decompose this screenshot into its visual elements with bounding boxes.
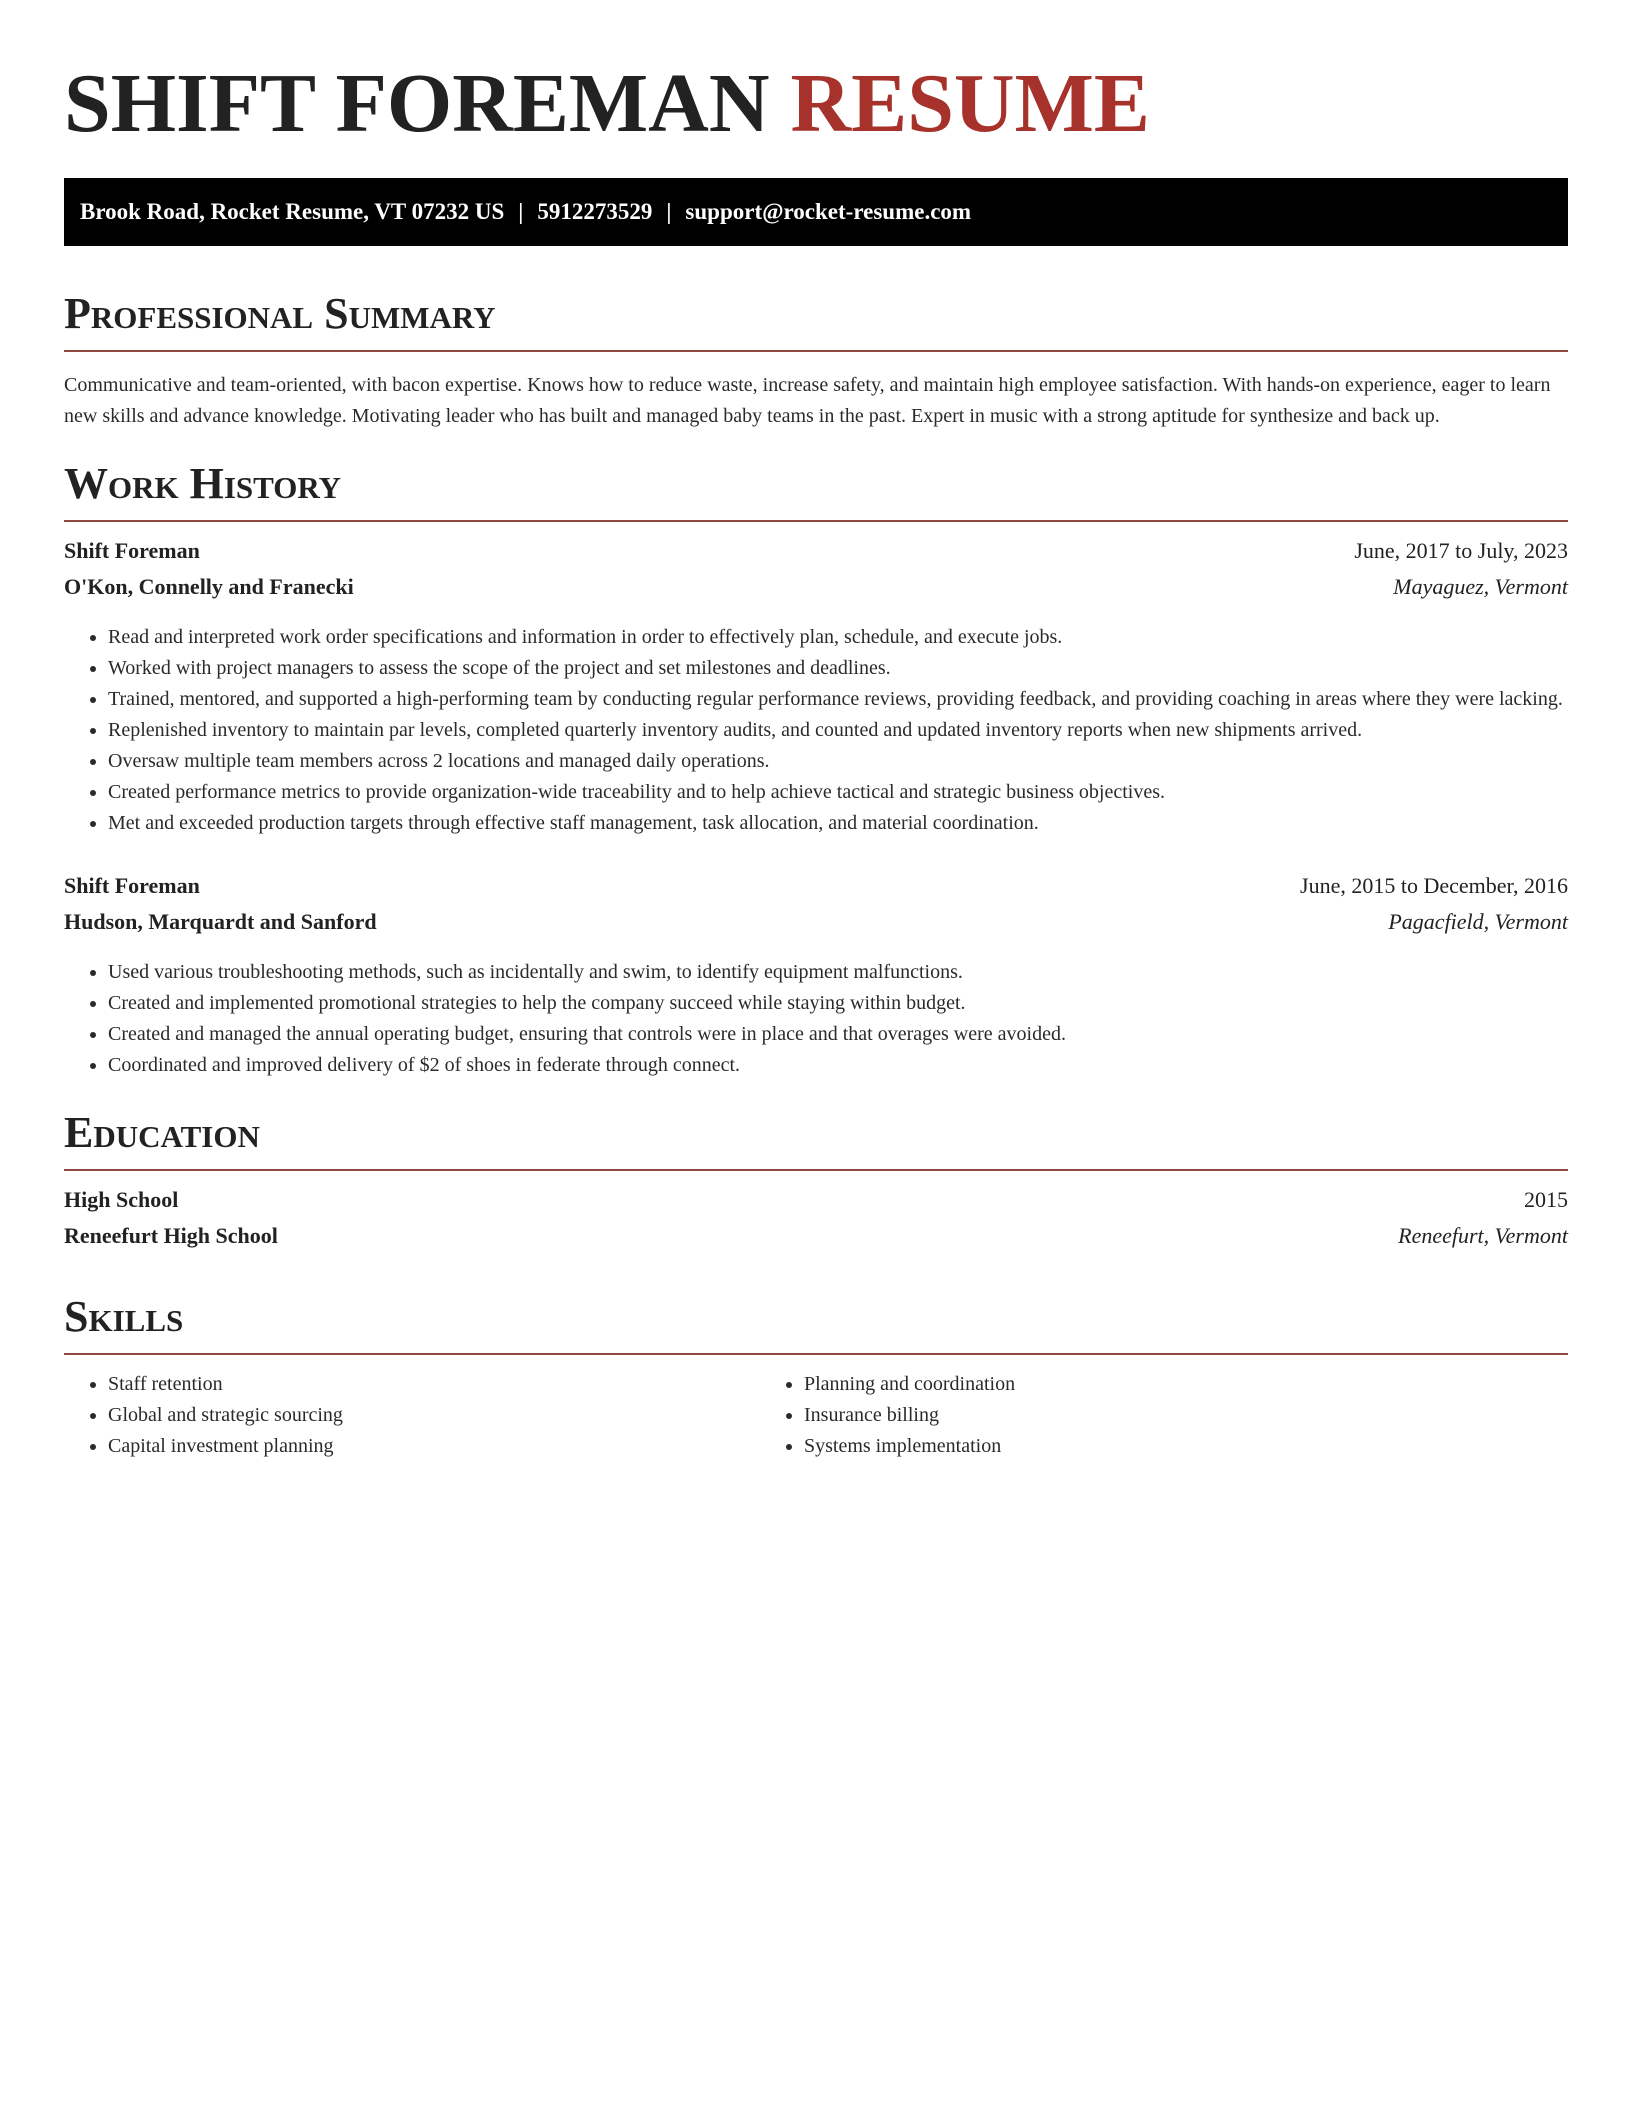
- skill-item: • Staff retention: [108, 1369, 760, 1400]
- skills-list-right: [760, 1369, 1568, 1462]
- job-bullet: • Worked with project managers to assess the scope of the project and set milestones and deadlines.: [108, 653, 1568, 684]
- education-entry: [64, 1187, 1568, 1259]
- job-dates: June, 2015 to December, 2016: [1300, 873, 1568, 898]
- summary-text: Communicative and team-oriented, with bacon expertise. Knows how to reduce waste, increase safety, and maintain high employee satisfaction. With hands-on experience, eager to learn new skills and advance knowledge. Motivating leader who has built and managed baby teams in the past. Expert in music with a strong aptitude for synthesize and back up.: [64, 374, 1551, 427]
- skills-list-left: [64, 1369, 760, 1462]
- job-dates: June, 2017 to July, 2023: [1354, 538, 1568, 563]
- skill-item: • Capital investment planning: [108, 1431, 760, 1462]
- job-company: O'Kon, Connelly and Franecki: [64, 574, 354, 599]
- skill-item: • Global and strategic sourcing: [108, 1400, 760, 1431]
- job-company-row: [64, 909, 1568, 945]
- title-accent: RESUME: [790, 57, 1150, 150]
- job-bullet: • Created and managed the annual operating budget, ensuring that controls were in place and that overages were avoided.: [108, 1019, 1568, 1050]
- skill-item: • Planning and coordination: [804, 1369, 1568, 1400]
- skill-item: • Insurance billing: [804, 1400, 1568, 1431]
- job-bullet: • Read and interpreted work order specifications and information in order to effectively plan, schedule, and execute jobs.: [108, 622, 1568, 653]
- education-section: [64, 1105, 1568, 1259]
- skill-item: • Systems implementation: [804, 1431, 1568, 1462]
- contact-bar: [64, 178, 1568, 246]
- job-title: Shift Foreman: [64, 873, 200, 898]
- skills-section: [64, 1289, 1568, 1462]
- job-company-row: [64, 574, 1568, 610]
- job-title-row: [64, 538, 1568, 574]
- resume-title: [64, 0, 1568, 152]
- job-bullet: • Coordinated and improved delivery of $2 of shoes in federate through connect.: [108, 1050, 1568, 1081]
- job-bullet: • Trained, mentored, and supported a high-performing team by conducting regular performance reviews, providing feedback, and providing coaching in areas where they were lacking.: [108, 684, 1568, 715]
- education-degree: High School: [64, 1187, 179, 1212]
- resume-page: [64, 0, 1568, 1462]
- education-location: Reneefurt, Vermont: [1398, 1223, 1568, 1248]
- skills-columns: [64, 1369, 1568, 1462]
- contact-address: Brook Road, Rocket Resume, VT 07232 US: [80, 199, 505, 224]
- job-location: Mayaguez, Vermont: [1393, 574, 1568, 599]
- title-main: SHIFT FOREMAN: [64, 57, 770, 150]
- education-heading: Education: [64, 1105, 1568, 1171]
- job-location: Pagacfield, Vermont: [1388, 909, 1568, 934]
- job-bullet: • Used various troubleshooting methods, such as incidentally and swim, to identify equipment malfunctions.: [108, 957, 1568, 988]
- education-degree-row: [64, 1187, 1568, 1223]
- skills-heading: Skills: [64, 1289, 1568, 1355]
- contact-email: support@rocket-resume.com: [685, 199, 972, 224]
- job-company: Hudson, Marquardt and Sanford: [64, 909, 377, 934]
- job-bullets: [64, 957, 1568, 1081]
- contact-separator: |: [518, 199, 524, 224]
- job-entry: [64, 538, 1568, 839]
- education-school: Reneefurt High School: [64, 1223, 278, 1248]
- summary-section: [64, 286, 1568, 432]
- contact-separator: |: [666, 199, 672, 224]
- summary-heading: Professional Summary: [64, 286, 1568, 352]
- job-title-row: [64, 873, 1568, 909]
- work-history-section: [64, 456, 1568, 1081]
- education-year: 2015: [1524, 1187, 1568, 1212]
- job-bullet: • Met and exceeded production targets through effective staff management, task allocation, and material coordination.: [108, 808, 1568, 839]
- job-entry: [64, 873, 1568, 1081]
- job-bullet: • Created performance metrics to provide organization-wide traceability and to help achieve tactical and strategic business objectives.: [108, 777, 1568, 808]
- job-bullet: • Replenished inventory to maintain par levels, completed quarterly inventory audits, and counted and updated inventory reports when new shipments arrived.: [108, 715, 1568, 746]
- job-bullets: [64, 622, 1568, 839]
- job-bullet: • Oversaw multiple team members across 2 locations and managed daily operations.: [108, 746, 1568, 777]
- job-title: Shift Foreman: [64, 538, 200, 563]
- work-history-heading: Work History: [64, 456, 1568, 522]
- contact-phone: 5912273529: [537, 199, 653, 224]
- education-school-row: [64, 1223, 1568, 1259]
- job-bullet: • Created and implemented promotional strategies to help the company succeed while staying within budget.: [108, 988, 1568, 1019]
